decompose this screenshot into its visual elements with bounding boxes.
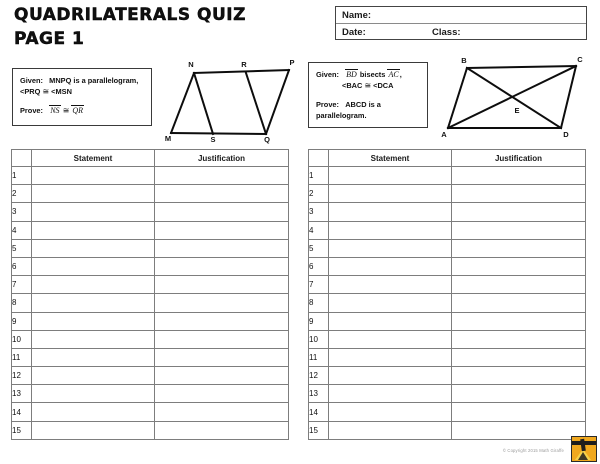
- table-row: [12, 185, 289, 203]
- table-row: [12, 221, 289, 239]
- table-row: [309, 239, 586, 257]
- proof-rows-right: [309, 167, 586, 440]
- header-justification-right: Justification: [452, 150, 586, 167]
- table-row: [12, 367, 289, 385]
- row-number: 12: [12, 367, 32, 385]
- given-label-1: Given:: [20, 76, 43, 85]
- statement-cell[interactable]: [329, 167, 452, 185]
- justification-cell[interactable]: [452, 367, 586, 385]
- math-giraffe-logo: [571, 436, 597, 462]
- segment-ns-line: [194, 73, 213, 134]
- statement-cell[interactable]: [32, 185, 155, 203]
- figure-parallelogram-abcd: [443, 56, 588, 138]
- page-title: [14, 4, 314, 50]
- statement-cell[interactable]: [32, 312, 155, 330]
- justification-cell[interactable]: [155, 403, 289, 421]
- segment-np: [194, 70, 289, 73]
- figure-label-p: P: [289, 58, 295, 67]
- justification-cell[interactable]: [155, 348, 289, 366]
- prove-text-2a: ABCD is a: [345, 100, 381, 109]
- row-number: 6: [309, 257, 329, 275]
- justification-cell[interactable]: [452, 403, 586, 421]
- justification-cell[interactable]: [452, 167, 586, 185]
- statement-cell[interactable]: [329, 203, 452, 221]
- justification-cell[interactable]: [452, 330, 586, 348]
- justification-cell[interactable]: [155, 185, 289, 203]
- logo-body-dark: [578, 452, 588, 460]
- header-number-column: [12, 150, 32, 167]
- justification-cell[interactable]: [452, 348, 586, 366]
- row-number: 9: [309, 312, 329, 330]
- figure-label-q: Q: [264, 135, 270, 144]
- row-number: 10: [309, 330, 329, 348]
- segment-qr: QR: [72, 106, 84, 115]
- angle-msn: <MSN: [51, 87, 72, 96]
- table-row: [309, 403, 586, 421]
- statement-cell[interactable]: [329, 421, 452, 439]
- row-number: 2: [309, 185, 329, 203]
- figure-label-e: E: [514, 106, 520, 115]
- congruent-symbol-2: ≅: [62, 106, 70, 115]
- segment-ba: [448, 68, 467, 128]
- justification-cell[interactable]: [155, 221, 289, 239]
- statement-cell[interactable]: [32, 221, 155, 239]
- justification-cell[interactable]: [452, 421, 586, 439]
- table-row: [309, 385, 586, 403]
- justification-cell[interactable]: [452, 312, 586, 330]
- table-row: [309, 221, 586, 239]
- problem-2-given-line-1: [316, 69, 421, 80]
- row-number: 4: [309, 221, 329, 239]
- proof-rows-left: [12, 167, 289, 440]
- prove-label-1: Prove:: [20, 106, 44, 115]
- problem-1-given-line-2: [20, 86, 145, 97]
- segment-cd: [561, 66, 576, 128]
- segment-pq: [266, 70, 289, 134]
- table-row: [309, 312, 586, 330]
- problem-1-given-line-1: [20, 75, 145, 86]
- bisects-text: bisects: [359, 70, 386, 79]
- statement-cell[interactable]: [32, 385, 155, 403]
- row-number: 9: [12, 312, 32, 330]
- statement-cell[interactable]: [329, 276, 452, 294]
- statement-cell[interactable]: [32, 167, 155, 185]
- justification-cell[interactable]: [155, 167, 289, 185]
- prove-label-2: Prove:: [316, 100, 340, 109]
- justification-cell[interactable]: [452, 185, 586, 203]
- angle-bac: <BAC: [342, 81, 363, 90]
- justification-cell[interactable]: [155, 239, 289, 257]
- figure-parallelogram-mnpq: [166, 58, 302, 142]
- justification-cell[interactable]: [155, 276, 289, 294]
- statement-cell[interactable]: [32, 330, 155, 348]
- justification-cell[interactable]: [155, 203, 289, 221]
- spacer: [316, 91, 421, 99]
- row-number: 4: [12, 221, 32, 239]
- row-number: 5: [309, 239, 329, 257]
- row-number: 14: [12, 403, 32, 421]
- congruent-symbol-1: ≅: [42, 87, 50, 96]
- row-number: 11: [309, 348, 329, 366]
- name-row[interactable]: [336, 7, 586, 24]
- table-row: [309, 185, 586, 203]
- row-number: 12: [309, 367, 329, 385]
- figure-label-m: M: [164, 134, 172, 143]
- table-row: [12, 276, 289, 294]
- table-row: [12, 257, 289, 275]
- table-row: [309, 257, 586, 275]
- table-row: [12, 312, 289, 330]
- table-header-row: [12, 150, 289, 167]
- table-row: [12, 421, 289, 439]
- table-row: [309, 276, 586, 294]
- justification-cell[interactable]: [155, 330, 289, 348]
- table-header-row: [309, 150, 586, 167]
- segment-ns: NS: [50, 106, 60, 115]
- row-number: 3: [309, 203, 329, 221]
- diagonal-bd: [467, 68, 561, 128]
- row-number: 15: [12, 421, 32, 439]
- row-number: 11: [12, 348, 32, 366]
- table-row: [309, 367, 586, 385]
- row-number: 3: [12, 203, 32, 221]
- justification-cell[interactable]: [155, 312, 289, 330]
- row-number: 1: [309, 167, 329, 185]
- table-row: [12, 294, 289, 312]
- statement-cell[interactable]: [329, 221, 452, 239]
- justification-cell[interactable]: [452, 203, 586, 221]
- justification-cell[interactable]: [155, 294, 289, 312]
- row-number: 13: [309, 385, 329, 403]
- angle-dca: <DCA: [373, 81, 394, 90]
- statement-cell[interactable]: [329, 403, 452, 421]
- problem-2-prove-line-2: [316, 110, 421, 121]
- statement-cell[interactable]: [329, 367, 452, 385]
- title-line-1: QUADRILATERALS QUIZ: [14, 5, 246, 25]
- statement-cell[interactable]: [32, 203, 155, 221]
- name-label: Name:: [342, 10, 372, 21]
- justification-cell[interactable]: [155, 367, 289, 385]
- table-row: [12, 239, 289, 257]
- row-number: 8: [309, 294, 329, 312]
- row-number: 10: [12, 330, 32, 348]
- statement-cell[interactable]: [329, 330, 452, 348]
- copyright-text: © Copyright 2015 Math Giraffe: [502, 448, 564, 453]
- proof-table-left: [11, 149, 289, 440]
- table-row: [12, 348, 289, 366]
- comma: ,: [399, 70, 402, 79]
- given-label-2: Given:: [316, 70, 339, 79]
- title-line-2: PAGE 1: [14, 29, 85, 49]
- header-statement-right: Statement: [329, 150, 452, 167]
- statement-cell[interactable]: [329, 294, 452, 312]
- segment-ac: AC: [388, 70, 399, 79]
- statement-cell[interactable]: [329, 185, 452, 203]
- class-label: Class:: [432, 27, 461, 38]
- row-number: 5: [12, 239, 32, 257]
- statement-cell[interactable]: [32, 276, 155, 294]
- table-row: [12, 167, 289, 185]
- congruent-symbol-3: ≅: [364, 81, 372, 90]
- prove-text-2b: parallelogram.: [316, 111, 367, 120]
- row-number: 15: [309, 421, 329, 439]
- statement-cell[interactable]: [32, 421, 155, 439]
- figure-label-b: B: [461, 56, 467, 65]
- segment-mq: [171, 133, 266, 134]
- problem-2-prove-line-1: [316, 99, 421, 110]
- problem-1-given-box: [12, 68, 152, 126]
- justification-cell[interactable]: [452, 294, 586, 312]
- statement-cell[interactable]: [329, 257, 452, 275]
- table-row: [12, 385, 289, 403]
- problem-2-given-line-2: [316, 80, 421, 91]
- segment-nm: [171, 73, 194, 133]
- segment-bc: [467, 66, 576, 68]
- figure-label-a: A: [441, 130, 447, 139]
- row-number: 7: [309, 276, 329, 294]
- justification-cell[interactable]: [452, 257, 586, 275]
- statement-cell[interactable]: [32, 239, 155, 257]
- problem-2-given-box: [308, 62, 428, 128]
- given-text-1: MNPQ is a parallelogram,: [49, 76, 139, 85]
- figure-label-c: C: [577, 55, 583, 64]
- header-statement-left: Statement: [32, 150, 155, 167]
- row-number: 6: [12, 257, 32, 275]
- table-row: [309, 167, 586, 185]
- statement-cell[interactable]: [32, 367, 155, 385]
- statement-cell[interactable]: [329, 239, 452, 257]
- figure-label-r: R: [241, 60, 247, 69]
- row-number: 13: [12, 385, 32, 403]
- table-row: [12, 203, 289, 221]
- figure-label-s: S: [210, 135, 216, 144]
- row-number: 8: [12, 294, 32, 312]
- row-number: 1: [12, 167, 32, 185]
- date-class-row[interactable]: [336, 24, 586, 41]
- table-row: [309, 348, 586, 366]
- header-justification-left: Justification: [155, 150, 289, 167]
- problem-1-prove-line: [20, 105, 145, 116]
- row-number: 2: [12, 185, 32, 203]
- figure-label-n: N: [188, 60, 194, 69]
- statement-cell[interactable]: [32, 348, 155, 366]
- statement-cell[interactable]: [32, 403, 155, 421]
- justification-cell[interactable]: [452, 385, 586, 403]
- justification-cell[interactable]: [452, 221, 586, 239]
- date-label: Date:: [342, 27, 366, 38]
- statement-cell[interactable]: [32, 257, 155, 275]
- justification-cell[interactable]: [155, 385, 289, 403]
- student-info-box: [335, 6, 587, 40]
- spacer: [20, 97, 145, 105]
- segment-bd: BD: [346, 70, 357, 79]
- table-row: [12, 330, 289, 348]
- row-number: 7: [12, 276, 32, 294]
- justification-cell[interactable]: [155, 257, 289, 275]
- proof-table-right: [308, 149, 586, 440]
- justification-cell[interactable]: [155, 421, 289, 439]
- header-number-column: [309, 150, 329, 167]
- table-row: [309, 294, 586, 312]
- justification-cell[interactable]: [452, 276, 586, 294]
- table-row: [12, 403, 289, 421]
- figure-label-d: D: [563, 130, 569, 139]
- table-row: [309, 203, 586, 221]
- table-row: [309, 421, 586, 439]
- row-number: 14: [309, 403, 329, 421]
- statement-cell[interactable]: [32, 294, 155, 312]
- justification-cell[interactable]: [452, 239, 586, 257]
- segment-rq-line: [246, 73, 266, 134]
- angle-prq: <PRQ: [20, 87, 41, 96]
- table-row: [309, 330, 586, 348]
- statement-cell[interactable]: [329, 312, 452, 330]
- statement-cell[interactable]: [329, 385, 452, 403]
- statement-cell[interactable]: [329, 348, 452, 366]
